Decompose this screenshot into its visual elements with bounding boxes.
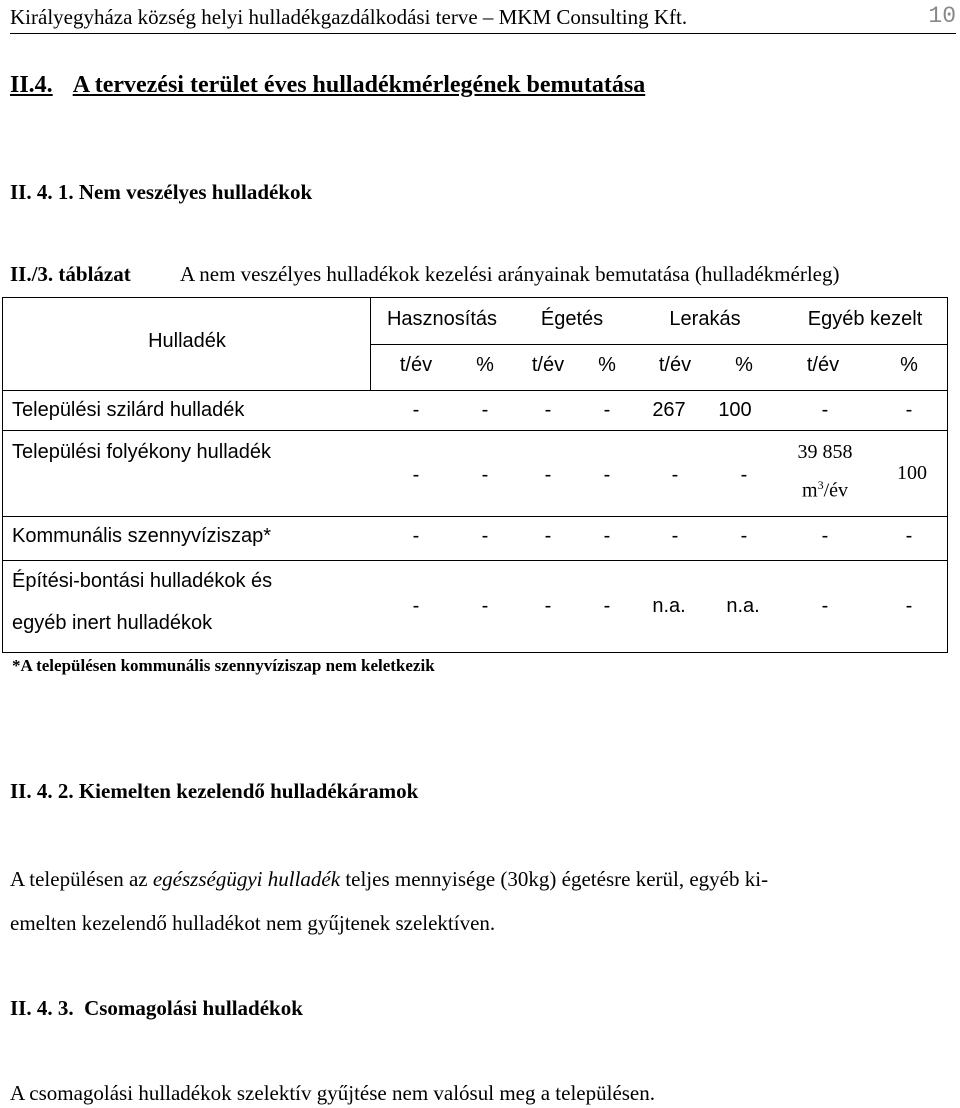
waste-balance-table	[2, 297, 948, 653]
table-cell: 100	[897, 462, 927, 484]
table-cell: -	[671, 464, 679, 486]
table-cell: -	[740, 464, 748, 486]
table-cell: -	[481, 399, 489, 421]
table-cell: -	[412, 525, 420, 547]
unit-header: %	[735, 354, 753, 376]
row-name: Kommunális szennyvíziszap*	[12, 525, 271, 547]
unit-header: t/év	[658, 354, 692, 376]
table-cell: n.a.	[726, 595, 760, 617]
table-cell: -	[905, 525, 913, 547]
table-cell: 39 858	[797, 441, 853, 463]
subsection-heading-1: II. 4. 1. Nem veszélyes hulladékok	[10, 180, 313, 204]
row-name: Építési-bontási hulladékok és	[12, 570, 273, 592]
table-footnote: *A településen kommunális szennyvíziszap nem keletkezik	[12, 656, 435, 675]
table-cell: -	[603, 399, 611, 421]
unit-header: %	[476, 354, 494, 376]
section-title: A tervezési terület éves hulladékmérlegének bemutatása	[72, 72, 646, 98]
table-cell: 267	[652, 399, 686, 421]
header-group-egyeb: Egyéb kezelt	[807, 308, 923, 330]
subsection-heading-2: II. 4. 2. Kiemelten kezelendő hulladékáramok	[10, 779, 419, 803]
section-heading	[10, 72, 645, 99]
table-rule	[370, 344, 947, 345]
table-cell: -	[544, 595, 552, 617]
table-cell: -	[671, 525, 679, 547]
header-title: Királyegyháza község helyi hulladékgazdálkodási terve – MKM Consulting Kft.	[10, 5, 688, 29]
unit-label	[802, 478, 848, 503]
paragraph-2: A csomagolási hulladékok szelektív gyűjtése nem valósul meg a településen.	[10, 1081, 656, 1105]
table-caption: A nem veszélyes hulladékok kezelési arányainak bemutatása (hulladékmérleg)	[180, 262, 840, 286]
row-name: Települési szilárd hulladék	[12, 399, 245, 421]
table-label: II./3. táblázat	[10, 262, 131, 286]
table-rule	[3, 516, 947, 517]
table-cell: -	[603, 464, 611, 486]
table-cell: -	[412, 464, 420, 486]
unit-exponent: 3	[817, 478, 824, 492]
paragraph-emphasis: egészségügyi hulladék	[152, 867, 341, 891]
table-cell: -	[740, 525, 748, 547]
table-cell: -	[821, 525, 829, 547]
table-cell: -	[821, 399, 829, 421]
table-cell: -	[544, 399, 552, 421]
paragraph-text: A településen az	[10, 867, 153, 891]
unit-header: t/év	[531, 354, 565, 376]
unit-header: %	[900, 354, 918, 376]
section-number: II.4.	[10, 72, 53, 98]
paragraph-1-line-1	[10, 867, 950, 892]
table-cell: -	[481, 525, 489, 547]
table-cell: -	[544, 464, 552, 486]
table-cell: -	[821, 595, 829, 617]
unit-tail: /év	[823, 479, 848, 502]
table-cell: -	[481, 595, 489, 617]
header-group-hasznositas: Hasznosítás	[386, 308, 498, 330]
subsection-heading-3: II. 4. 3. Csomagolási hulladékok	[10, 996, 303, 1020]
table-cell: -	[481, 464, 489, 486]
table-rule	[3, 560, 947, 561]
header-hulladek: Hulladék	[148, 330, 226, 352]
table-cell: -	[412, 399, 420, 421]
header-group-lerakas: Lerakás	[669, 308, 741, 330]
unit-base: m	[802, 479, 818, 502]
row-name: egyéb inert hulladékok	[12, 612, 213, 634]
unit-header: t/év	[806, 354, 840, 376]
unit-header: %	[598, 354, 616, 376]
unit-header: t/év	[399, 354, 433, 376]
table-cell: -	[412, 595, 420, 617]
table-rule	[3, 430, 947, 431]
table-divider	[370, 298, 371, 390]
paragraph-1-line-2: emelten kezelendő hulladékot nem gyűjtenek szelektíven.	[10, 911, 496, 935]
page-header	[10, 3, 956, 34]
page-number: 10	[928, 3, 956, 29]
table-cell: 100	[718, 399, 752, 421]
table-cell: -	[603, 525, 611, 547]
table-rule	[3, 390, 947, 391]
table-cell: -	[603, 595, 611, 617]
row-name: Települési folyékony hulladék	[12, 441, 272, 463]
paragraph-text: teljes mennyisége (30kg) égetésre kerül, egyéb ki-	[340, 867, 769, 891]
header-group-egetes: Égetés	[540, 308, 604, 330]
table-cell: -	[544, 525, 552, 547]
table-cell: n.a.	[652, 595, 686, 617]
table-cell: -	[905, 595, 913, 617]
table-cell: -	[905, 399, 913, 421]
